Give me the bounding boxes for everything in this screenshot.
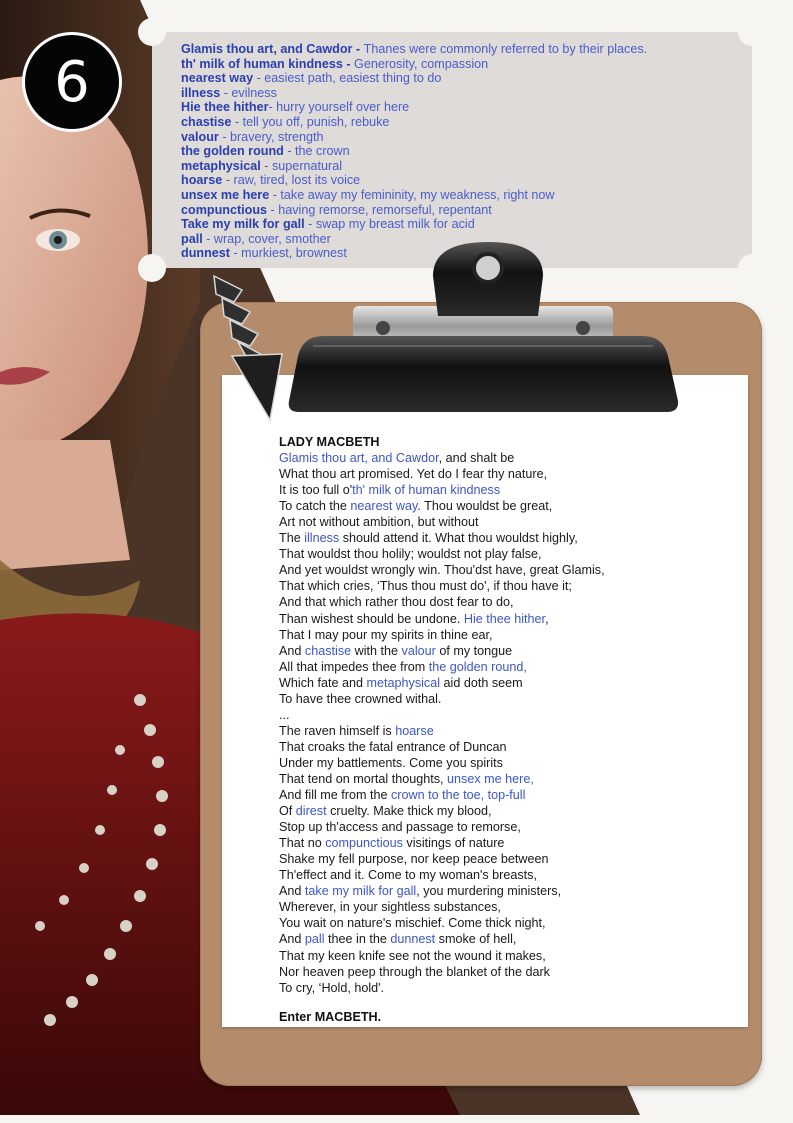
glossary-term: metaphysical <box>181 158 261 173</box>
speech-line <box>279 611 739 627</box>
glossed-phrase: illness <box>304 531 340 546</box>
speech-text: The raven himself is <box>279 723 396 738</box>
glossary-definition: - having remorse, remorseful, repentant <box>267 202 492 217</box>
speech-line <box>279 931 739 947</box>
speech-text: That no <box>279 836 326 851</box>
speech-line <box>279 883 739 899</box>
speech-line <box>279 899 739 915</box>
glossed-phrase: valour <box>401 643 436 658</box>
glossary-entry <box>181 217 741 232</box>
glossary-term: Hie thee hither <box>181 100 269 115</box>
speech-line <box>279 643 739 659</box>
speech-text: It is too full o' <box>279 483 353 498</box>
speech-text: All that impedes thee from <box>279 659 429 674</box>
speech-text: You wait on nature's mischief. Come thick night, <box>279 916 546 931</box>
glossed-phrase: nearest way <box>350 499 418 514</box>
speech-line <box>279 578 739 594</box>
speech-line <box>279 514 739 530</box>
speech-line <box>279 691 739 707</box>
glossary-term: valour <box>181 129 219 144</box>
glossed-phrase: hoarse <box>395 723 434 738</box>
glossary-definition: - supernatural <box>260 158 343 173</box>
speech-text: with the <box>351 643 402 658</box>
glossary-term: chastise <box>181 114 232 129</box>
stage-direction: Enter MACBETH. <box>279 1009 382 1024</box>
glossary-term: Glamis thou art, and Cawdor - <box>181 42 364 56</box>
speech-text: thee in the <box>324 932 391 947</box>
glossary-definition: - easiest path, easiest thing to do <box>253 71 442 86</box>
speech-text: Under my battlements. Come you spirits <box>279 755 503 770</box>
glossary-definition: Thanes were commonly referred to by their places. <box>363 42 648 56</box>
glossed-phrase: direst <box>295 804 327 819</box>
glossary-definition: - the crown <box>283 144 350 159</box>
speech-line <box>279 819 739 835</box>
glossed-phrase: crown to the toe, top-full <box>391 788 526 803</box>
speech-text: And fill me from the <box>279 788 391 803</box>
glossed-phrase: dunnest <box>390 932 436 947</box>
speech-line <box>279 915 739 931</box>
glossary-entry <box>181 86 741 101</box>
speech-line <box>279 675 739 691</box>
glossary-entry <box>181 71 741 86</box>
speech-text: ... <box>279 707 290 722</box>
speech-line <box>279 450 739 466</box>
glossary-definition: - take away my femininity, my weakness, right now <box>269 187 555 202</box>
speech-line <box>279 771 739 787</box>
speech-text: That tend on mortal thoughts, <box>279 771 448 786</box>
speech-line <box>279 787 739 803</box>
speech-text: To catch the <box>279 499 351 514</box>
speech-text: should attend it. What thou wouldst highly, <box>339 531 578 546</box>
lady-macbeth-speech <box>279 434 739 1025</box>
glossary-entry <box>181 57 741 72</box>
speech-text: That wouldst thou holily; wouldst not play false, <box>279 547 542 562</box>
glossary-list <box>181 42 741 261</box>
glossary-notch-corner <box>738 254 766 282</box>
speech-text: Than wishest should be undone. <box>279 611 464 626</box>
speech-text: Of <box>279 804 296 819</box>
section-number: 6 <box>54 49 90 115</box>
clipboard-clip-icon <box>283 236 683 426</box>
speech-text: visitings of nature <box>402 836 505 851</box>
speech-line <box>279 482 739 498</box>
glossary-term: hoarse <box>181 173 223 188</box>
glossary-definition: - hurry yourself over here <box>268 100 410 115</box>
glossary-term: unsex me here <box>181 187 270 202</box>
speech-text: Shake my fell purpose, nor keep peace between <box>279 852 549 867</box>
speech-text: Art not without ambition, but without <box>279 515 479 530</box>
speech-text: Th'effect and it. Come to my woman's breasts, <box>279 868 537 883</box>
speech-text: Which fate and <box>279 675 367 690</box>
speech-line <box>279 546 739 562</box>
speech-text: And <box>279 643 305 658</box>
speech-line <box>279 803 739 819</box>
speech-line <box>279 466 739 482</box>
glossary-entry <box>181 159 741 174</box>
speech-text: And <box>279 884 305 899</box>
glossary-definition: - bravery, strength <box>218 129 324 144</box>
speaker-name: LADY MACBETH <box>279 435 380 449</box>
glossary-definition: - swap my breast milk for acid <box>304 217 475 232</box>
speech-text: What thou art promised. Yet do I fear thy nature, <box>279 467 548 482</box>
speech-line <box>279 627 739 643</box>
speech-line <box>279 980 739 996</box>
speech-text: And <box>279 932 305 947</box>
speech-text: cruelty. Make thick my blood, <box>326 804 492 819</box>
glossary-entry <box>181 115 741 130</box>
speech-text: Wherever, in your sightless substances, <box>279 900 501 915</box>
speech-text: , you murdering ministers, <box>416 884 562 899</box>
arrow-pointer-icon <box>208 272 296 422</box>
speech-text: That my keen knife see not the wound it makes, <box>279 948 546 963</box>
glossary-definition: Generosity, compassion <box>354 56 489 71</box>
glossed-phrase: unsex me here, <box>447 771 534 786</box>
glossed-phrase: take my milk for gall <box>304 884 417 899</box>
speech-line <box>279 707 739 723</box>
speech-line <box>279 562 739 578</box>
glossary-term: the golden round <box>181 144 284 159</box>
speech-text: , and shalt be <box>438 451 515 466</box>
speech-line <box>279 835 739 851</box>
glossary-definition: - murkiest, brownest <box>229 246 347 261</box>
speech-text: That I may pour my spirits in thine ear, <box>279 627 493 642</box>
glossary-term: nearest way <box>181 71 254 86</box>
glossed-phrase: metaphysical <box>366 675 441 690</box>
glossed-phrase: compunctious <box>325 836 403 851</box>
speech-line <box>279 948 739 964</box>
glossary-entry <box>181 130 741 145</box>
speech-line <box>279 659 739 675</box>
speech-text: Stop up th'access and passage to remorse, <box>279 820 521 835</box>
speech-text: , <box>545 611 549 626</box>
glossed-phrase: Glamis thou art, and Cawdor <box>279 451 439 466</box>
glossary-term: dunnest <box>181 246 230 261</box>
speech-text: To cry, ‘Hold, hold'. <box>279 980 385 995</box>
glossary-entry <box>181 188 741 203</box>
speech-text: aid doth seem <box>440 675 523 690</box>
glossed-phrase: Hie thee hither <box>463 611 546 626</box>
speech-line <box>279 851 739 867</box>
glossary-notch-corner <box>138 18 166 46</box>
glossary-entry <box>181 203 741 218</box>
glossary-term: compunctious <box>181 202 268 217</box>
glossary-notch-corner <box>738 18 766 46</box>
glossary-term: illness <box>181 85 221 100</box>
speech-line <box>279 498 739 514</box>
glossary-entry <box>181 173 741 188</box>
section-number-badge <box>22 32 122 132</box>
speech-text: That which cries, ‘Thus thou must do', if thou have it; <box>279 579 572 594</box>
glossed-phrase: th' milk of human kindness <box>352 483 501 498</box>
glossed-phrase: the golden round, <box>428 659 527 674</box>
speech-text: . Thou wouldst be great, <box>417 499 553 514</box>
speech-line <box>279 739 739 755</box>
speech-line <box>279 867 739 883</box>
glossary-definition: - raw, tired, lost its voice <box>222 173 361 188</box>
speech-line <box>279 964 739 980</box>
speech-text: And that which rather thou dost fear to do, <box>279 595 514 610</box>
glossary-definition: - tell you off, punish, rebuke <box>231 114 390 129</box>
speech-text: And yet wouldst wrongly win. Thou'dst have, great Glamis, <box>279 563 605 578</box>
glossary-definition: - evilness <box>220 85 277 100</box>
speech-line <box>279 530 739 546</box>
speech-line <box>279 723 739 739</box>
speech-text: smoke of hell, <box>435 932 517 947</box>
glossary-notch-corner <box>138 254 166 282</box>
glossary-entry <box>181 100 741 115</box>
glossary-term: Take my milk for gall <box>181 217 305 232</box>
glossary-term: th' milk of human kindness - <box>181 56 355 71</box>
speech-line <box>279 594 739 610</box>
speech-line <box>279 755 739 771</box>
glossary-definition: - wrap, cover, smother <box>202 231 331 246</box>
speech-lines <box>279 450 739 996</box>
glossary-term: pall <box>181 231 203 246</box>
glossary-entry <box>181 144 741 159</box>
speech-text: Nor heaven peep through the blanket of the dark <box>279 964 550 979</box>
speech-text: That croaks the fatal entrance of Duncan <box>279 739 507 754</box>
glossed-phrase: chastise <box>304 643 352 658</box>
glossed-phrase: pall <box>304 932 325 947</box>
speech-text: The <box>279 531 305 546</box>
glossary-entry <box>181 42 741 57</box>
speech-text: of my tongue <box>435 643 513 658</box>
speech-text: To have thee crowned withal. <box>279 691 442 706</box>
